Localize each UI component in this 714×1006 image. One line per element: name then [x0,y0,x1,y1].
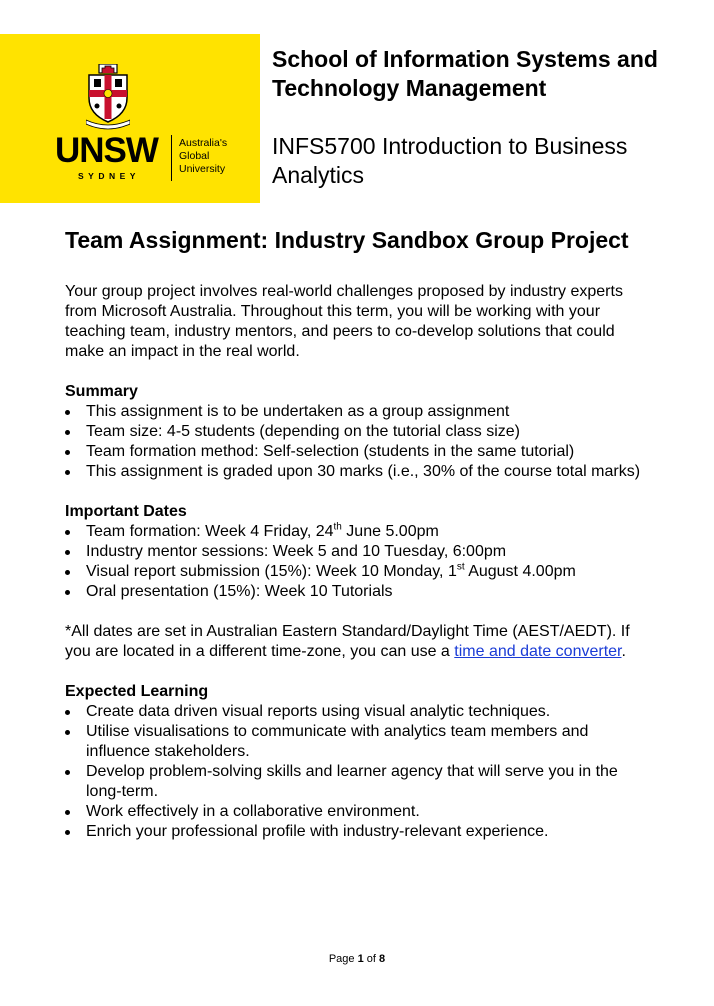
ordinal-suffix: st [456,561,465,573]
list-item-text: Industry mentor sessions: Week 5 and 10 Tuesday, 6:00pm [86,543,507,560]
bullet-icon [65,770,70,775]
of-word: of [366,953,376,965]
ordinal-suffix: th [333,521,342,533]
intro-paragraph: Your group project involves real-world challenges proposed by industry experts from Microsoft Australia. Throughout this term, you will be working with your teaching team, industry mentors, and peers to co-develop solutions that could make an impact in the real world. [65,283,623,360]
list-item-text: This assignment is to be undertaken as a group assignment [86,403,510,420]
bullet-icon [65,590,70,595]
tagline-line: Global [179,150,210,162]
bullet-icon [65,430,70,435]
bullet-icon [65,450,70,455]
list-item-text: Create data driven visual reports using visual analytic techniques. [86,703,551,720]
list-item [65,582,655,602]
list-item [65,562,655,582]
list-item [65,522,655,542]
bullet-icon [65,710,70,715]
list-item-text: Utilise visualisations to communicate with analytics team members and influence stakeholders. [86,723,589,760]
list-item-text: Oral presentation (15%): Week 10 Tutorials [86,583,393,600]
tagline-line: Australia's [179,137,228,149]
list-item-text: Enrich your professional profile with industry-relevant experience. [86,823,549,840]
unsw-wordmark: UNSW [55,131,158,170]
note-text: *All dates are set in Australian Eastern Standard/Daylight Time (AEST/AEDT). If you are located in a different time-zone, you can use a [65,623,630,660]
date-text: Team formation: Week 4 Friday, 24 [86,523,334,540]
list-item [65,802,655,822]
unsw-crest-icon [86,64,130,130]
list-item [65,422,655,442]
list-item [65,402,655,422]
bullet-icon [65,550,70,555]
list-item [65,442,655,462]
bullet-icon [65,530,70,535]
logo-divider [171,135,172,181]
bullet-icon [65,570,70,575]
time-converter-link[interactable]: time and date converter [454,643,622,660]
bullet-icon [65,830,70,835]
list-item [65,722,655,762]
list-item [65,702,655,722]
date-text: August 4.00pm [464,563,576,580]
logo-city: SYDNEY [78,171,140,181]
page-total: 8 [379,953,386,965]
summary-list [65,402,655,482]
list-item-text: Team size: 4-5 students (depending on the tutorial class size) [86,423,521,440]
list-item-text: Team formation method: Self-selection (students in the same tutorial) [86,443,575,460]
bullet-icon [65,810,70,815]
dates-list [65,522,655,602]
tagline-line: University [179,163,226,175]
date-text: Visual report submission (15%): Week 10 Monday, 1 [86,563,457,580]
list-item-text: This assignment is graded upon 30 marks (i.e., 30% of the course total marks) [86,463,641,480]
bullet-icon [65,730,70,735]
summary-heading: Summary [65,383,138,400]
page-footer [0,953,714,965]
page-number: 1 [357,953,364,965]
bullet-icon [65,410,70,415]
school-name: School of Information Systems and Technology Management [272,46,658,101]
list-item [65,822,655,842]
learning-list [65,702,655,842]
learning-heading: Expected Learning [65,683,209,700]
list-item [65,462,655,482]
dates-heading: Important Dates [65,503,187,520]
logo-tagline [179,137,227,176]
document-body [65,226,655,862]
note-end: . [621,643,626,660]
page-word: Page [328,953,355,965]
list-item [65,762,655,802]
list-item [65,542,655,562]
assignment-title: Team Assignment: Industry Sandbox Group Project [65,227,629,253]
course-name: INFS5700 Introduction to Business Analytics [272,133,628,188]
bullet-icon [65,470,70,475]
date-text: June 5.00pm [341,523,439,540]
list-item-text: Work effectively in a collaborative environment. [86,803,420,820]
list-item-text: Develop problem-solving skills and learner agency that will serve you in the long-term. [86,763,618,800]
timezone-note [65,622,655,662]
unsw-logo-panel [0,34,260,203]
